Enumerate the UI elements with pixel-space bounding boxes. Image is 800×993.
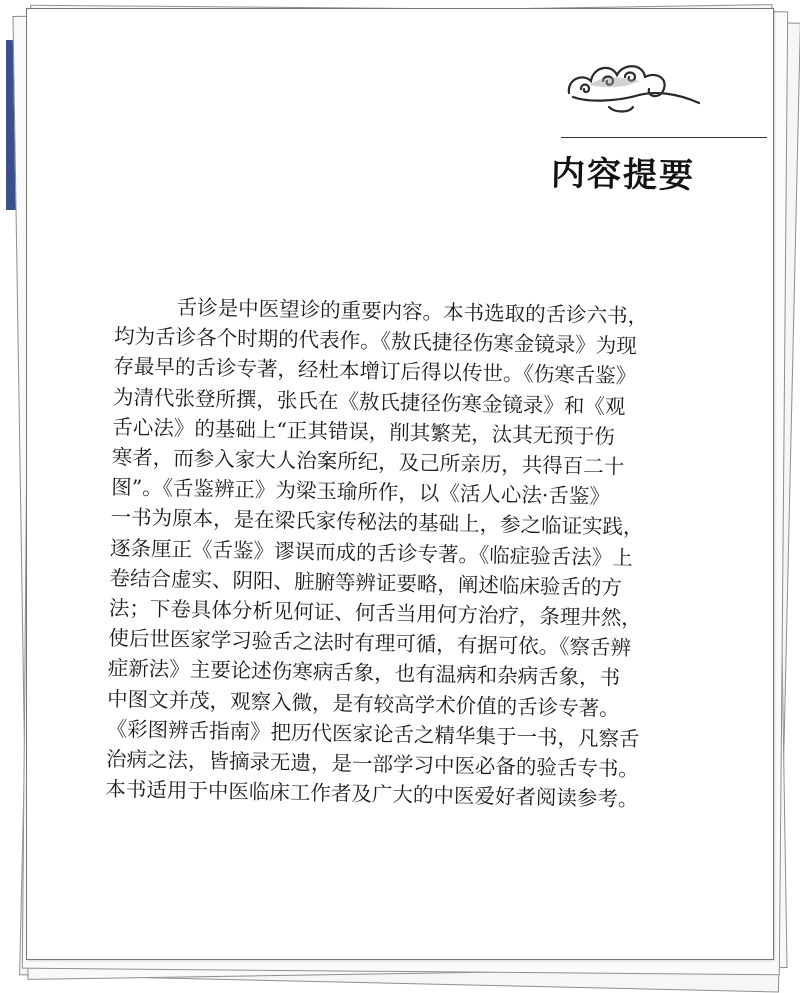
page-title: 内容提要	[550, 153, 696, 197]
body-line: 治病之法，皆摘录无遗，是一部学习中医必备的验舌专书。	[105, 746, 640, 782]
body-line: 症新法》主要论述伤寒病舌象，也有温病和杂病舌象，书	[107, 656, 621, 691]
body-line: 舌诊是中医望诊的重要内容。本书选取的舌诊六书，	[176, 295, 649, 329]
body-line: 法；下卷具体分析见何证、何舌当用何方治疗，条理井然，	[108, 595, 643, 631]
document-page	[26, 8, 774, 960]
body-line: 图”。《舌鉴辨正》为梁玉瑜所作，以《活人心法·舌鉴》	[111, 475, 611, 509]
summary-body	[105, 291, 725, 816]
cloud-ornament-icon	[559, 41, 709, 121]
body-line: 《彩图辨舌指南》把历代医家论舌之精华集于一书，凡察舌	[106, 716, 640, 751]
body-line: 存最早的舌诊专著，经杜本增订后得以传世。《伤寒舌鉴》	[113, 354, 637, 389]
heading-rule	[561, 137, 767, 138]
body-line: 使后世医家学习验舌之法时有理可循，有据可依。《察舌辨	[108, 626, 632, 661]
body-line: 一书为原本，是在梁氏家传秘法的基础上，参之临证实践，	[110, 505, 644, 540]
body-line: 为清代张登所撰，张氏在《敖氏捷径伤寒金镜录》和《观	[112, 384, 626, 419]
body-line: 寒者，而参入家大人治案所纪，及己所亲历，共得百二十	[111, 444, 625, 479]
body-line: 逐条厘正《舌鉴》谬误而成的舌诊专著。《临症验舌法》上	[109, 535, 633, 570]
body-line: 均为舌诊各个时期的代表作。《敖氏捷径伤寒金镜录》为现	[113, 324, 638, 359]
body-line: 舌心法》的基础上“正其错误，削其繁芜，汰其无预于伤	[112, 414, 616, 449]
body-line: 中图文并茂，观察入微，是有较高学术价值的舌诊专著。	[106, 686, 620, 721]
body-line: 本书适用于中医临床工作者及广大的中医爱好者阅读参考。	[105, 777, 639, 812]
body-line: 卷结合虚实、阴阳、脏腑等辨证要略，阐述临床验舌的方	[109, 565, 623, 600]
